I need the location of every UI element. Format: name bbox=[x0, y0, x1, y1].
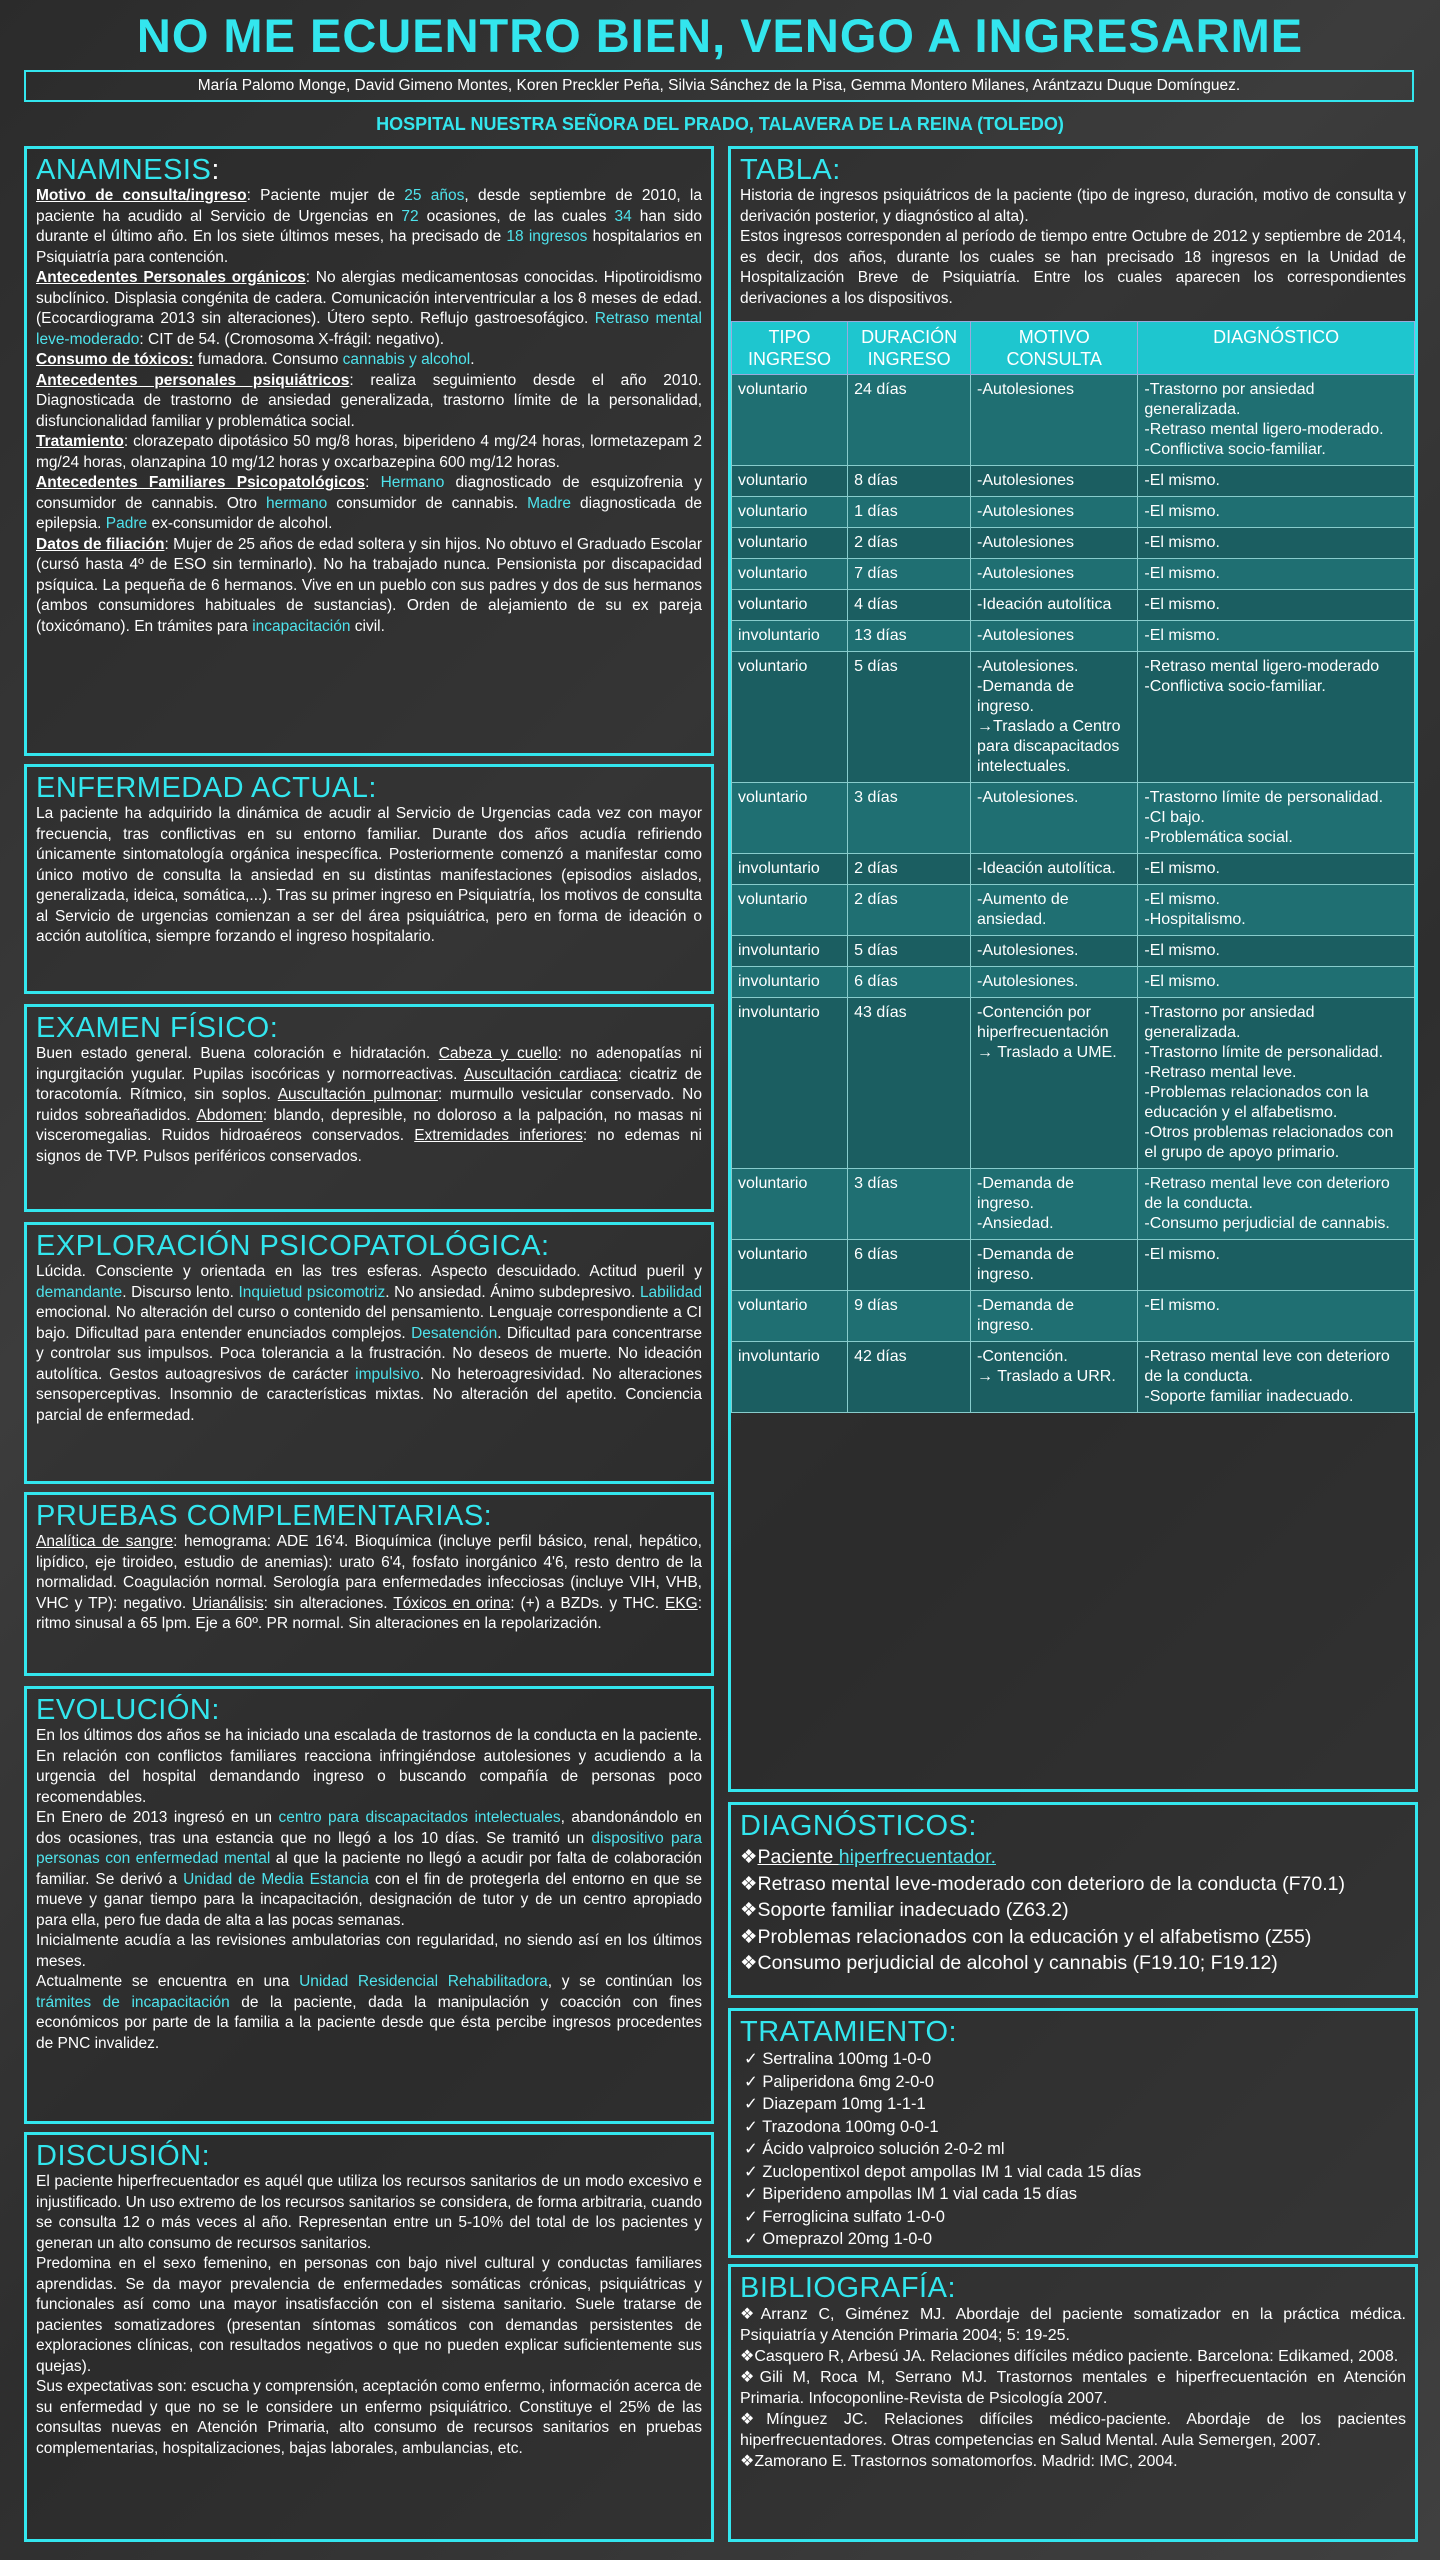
anamnesis-section bbox=[24, 146, 714, 756]
table-cell: -Autolesiones bbox=[971, 621, 1138, 652]
discusion-section bbox=[24, 2132, 714, 2542]
table-cell: 5 días bbox=[848, 652, 971, 783]
examen-fisico-section bbox=[24, 1004, 714, 1212]
list-item: ❖ Problemas relacionados con la educación y el alfabetismo (Z55) bbox=[740, 1924, 1406, 1951]
table-cell: involuntario bbox=[732, 1342, 848, 1413]
list-item: ✓ Ferroglicina sulfato 1-0-0 bbox=[744, 2206, 1406, 2229]
table-cell: involuntario bbox=[732, 998, 848, 1169]
list-item: ✓ Biperideno ampollas IM 1 vial cada 15 días bbox=[744, 2183, 1406, 2206]
diagnosticos-heading: DIAGNÓSTICOS: bbox=[740, 1810, 977, 1842]
table-row bbox=[732, 1240, 1415, 1291]
list-item: ❖ Paciente hiperfrecuentador. bbox=[740, 1844, 1406, 1871]
list-item: ✓ Trazodona 100mg 0-0-1 bbox=[744, 2116, 1406, 2139]
table-cell: -Autolesiones. bbox=[971, 783, 1138, 854]
table-row bbox=[732, 783, 1415, 854]
table-cell: -Retraso mental leve con deterioro de la conducta. -Soporte familiar inadecuado. bbox=[1138, 1342, 1415, 1413]
evolucion-p2: En Enero de 2013 ingresó en un centro para discapacitados intelectuales, abandonándolo en dos ocasiones, tras una estancia que no llegó a los 10 días. Se tramitó un dispositivo para personas con enfermedad mental al que la paciente no llegó a acudir por falta de colaboración familiar. Se derivó a Unidad de Media Estancia con el fin de protegerla del entorno en que se mueve y ganar tiempo para la incapacitación, designación de tutor y de un centro apropiado para ella, pero fue dada de alta a las pocas semanas. bbox=[36, 1809, 702, 1929]
table-cell: 5 días bbox=[848, 936, 971, 967]
table-header-cell: MOTIVO CONSULTA bbox=[971, 322, 1138, 375]
table-cell: voluntario bbox=[732, 1169, 848, 1240]
table-row bbox=[732, 967, 1415, 998]
tratamiento-section bbox=[728, 2008, 1418, 2258]
table-row bbox=[732, 559, 1415, 590]
pruebas-heading: PRUEBAS COMPLEMENTARIAS: bbox=[36, 1500, 493, 1532]
table-cell: voluntario bbox=[732, 783, 848, 854]
table-cell: 42 días bbox=[848, 1342, 971, 1413]
discusion-p2: Predomina en el sexo femenino, en personas con bajo nivel cultural y conductas familiares aprendidas. Se da mayor prevalencia de enfermedades somáticas crónicas, psiquiátricas y funcionales así como una mayor insatisfacción con el sistema sanitario. Suele tratarse de pacientes somatizadores (presentan síntomas somáticos con demandas persistentes de exploraciones clínicas, con resultados negativos o que no pueden explicar suficientemente sus quejas). bbox=[36, 2255, 702, 2375]
table-cell: 3 días bbox=[848, 1169, 971, 1240]
list-item: ✓ Omeprazol 20mg 1-0-0 bbox=[744, 2228, 1406, 2251]
evolucion-section bbox=[24, 1686, 714, 2124]
table-cell: 4 días bbox=[848, 590, 971, 621]
admissions-table bbox=[731, 321, 1415, 1413]
tabla-intro-1: Historia de ingresos psiquiátricos de la paciente (tipo de ingreso, duración, motivo de consulta y derivación posterior, y diagnóstico al alta). bbox=[740, 187, 1406, 225]
table-cell: 1 días bbox=[848, 497, 971, 528]
table-cell: -Trastorno límite de personalidad. -CI bajo. -Problemática social. bbox=[1138, 783, 1415, 854]
table-cell: -Aumento de ansiedad. bbox=[971, 885, 1138, 936]
table-row bbox=[732, 885, 1415, 936]
table-row bbox=[732, 528, 1415, 559]
tabla-section bbox=[728, 146, 1418, 1792]
tratamiento-heading: TRATAMIENTO: bbox=[740, 2016, 958, 2048]
table-cell: -Ideación autolítica bbox=[971, 590, 1138, 621]
list-item: ❖ Consumo perjudicial de alcohol y cannabis (F19.10; F19.12) bbox=[740, 1950, 1406, 1977]
table-cell: 6 días bbox=[848, 1240, 971, 1291]
table-row bbox=[732, 936, 1415, 967]
diagnosticos-list bbox=[740, 1844, 1406, 1977]
table-cell: -Autolesiones bbox=[971, 466, 1138, 497]
bibliografia-heading: BIBLIOGRAFÍA: bbox=[740, 2272, 956, 2304]
table-cell: involuntario bbox=[732, 936, 848, 967]
pruebas-text: Analítica de sangre: hemograma: ADE 16'4. Bioquímica (incluye perfil básico, renal, hepático, lipídico, eje tiroideo, estudio de anemias): urato 6'4, fosfato inorgánico 4'6, resto dentro de la normalidad. Coagulación normal. Serología para enfermedades infecciosas (incluye VIH, VHB, VHC y TP): negativo. Urianálisis: sin alteraciones. Tóxicos en orina: (+) a BZDs. y THC. EKG: ritmo sinusal a 65 lpm. Eje a 60º. PR normal. Sin alteraciones en la repolarización. bbox=[36, 1533, 702, 1632]
table-row bbox=[732, 1169, 1415, 1240]
table-cell: 43 días bbox=[848, 998, 971, 1169]
list-item: ✓ Paliperidona 6mg 2-0-0 bbox=[744, 2071, 1406, 2094]
table-cell: -El mismo. bbox=[1138, 497, 1415, 528]
table-cell: -Autolesiones bbox=[971, 528, 1138, 559]
table-cell: -El mismo. bbox=[1138, 967, 1415, 998]
table-cell: -El mismo. bbox=[1138, 466, 1415, 497]
table-cell: involuntario bbox=[732, 967, 848, 998]
table-cell: -El mismo. bbox=[1138, 559, 1415, 590]
table-cell: 3 días bbox=[848, 783, 971, 854]
table-row bbox=[732, 998, 1415, 1169]
list-item: ✓ Sertralina 100mg 1-0-0 bbox=[744, 2048, 1406, 2071]
table-cell: -Autolesiones. bbox=[971, 967, 1138, 998]
table-cell: -Retraso mental ligero-moderado -Conflictiva socio-familiar. bbox=[1138, 652, 1415, 783]
table-cell: 13 días bbox=[848, 621, 971, 652]
evolucion-p1: En los últimos dos años se ha iniciado una escalada de trastornos de la conducta en la paciente. En relación con conflictos familiares reacciona infringiéndose autolesiones y acudiendo a la urgencia del hospital demandando ingreso o buscando compañía de personas poco recomendables. bbox=[36, 1727, 702, 1806]
table-cell: -El mismo. bbox=[1138, 590, 1415, 621]
table-row bbox=[732, 1291, 1415, 1342]
enfermedad-text: La paciente ha adquirido la dinámica de acudir al Servicio de Urgencias cada vez con mayor frecuencia, tras conflictivas en su entorno familiar. Durante dos años acudía refiriendo únicamente sintomatología orgánica inespecífica. Posteriormente comenzó a manifestar como único motivo de consulta la ansiedad en su distintas manifestaciones (episodios aislados, generalizada, ideica, somática,...). Tras su primer ingreso en Psiquiatría, los motivos de consulta al Servicio de urgencias comienzan a ser del área psiquiátrica, pero en forma de ideación o acción autolítica, siempre forzando el ingreso hospitalario. bbox=[36, 805, 702, 945]
tratamiento-list bbox=[740, 2048, 1406, 2251]
table-cell: -El mismo. bbox=[1138, 1291, 1415, 1342]
table-cell: -Autolesiones. bbox=[971, 936, 1138, 967]
table-cell: -Autolesiones. -Demanda de ingreso. →Traslado a Centro para discapacitados intelectuales. bbox=[971, 652, 1138, 783]
table-cell: 24 días bbox=[848, 375, 971, 466]
list-item: ❖ Retraso mental leve-moderado con deterioro de la conducta (F70.1) bbox=[740, 1871, 1406, 1898]
reference-item: ❖ Zamorano E. Trastornos somatomorfos. Madrid: IMC, 2004. bbox=[740, 2451, 1406, 2472]
exploracion-heading: EXPLORACIÓN PSICOPATOLÓGICA: bbox=[36, 1230, 550, 1262]
table-cell: -Ideación autolítica. bbox=[971, 854, 1138, 885]
table-row bbox=[732, 1342, 1415, 1413]
exploracion-psicopatologica-section bbox=[24, 1222, 714, 1484]
examen-heading: EXAMEN FÍSICO: bbox=[36, 1012, 279, 1044]
table-cell: voluntario bbox=[732, 497, 848, 528]
table-cell: voluntario bbox=[732, 375, 848, 466]
table-cell: -El mismo. bbox=[1138, 854, 1415, 885]
tabla-heading: TABLA: bbox=[740, 154, 841, 186]
table-cell: -Retraso mental leve con deterioro de la conducta. -Consumo perjudicial de cannabis. bbox=[1138, 1169, 1415, 1240]
list-item: ❖ Soporte familiar inadecuado (Z63.2) bbox=[740, 1897, 1406, 1924]
table-cell: -Demanda de ingreso. bbox=[971, 1240, 1138, 1291]
table-cell: -Autolesiones bbox=[971, 559, 1138, 590]
enfermedad-heading: ENFERMEDAD ACTUAL: bbox=[36, 772, 377, 804]
evolucion-p3: Inicialmente acudía a las revisiones ambulatorias con regularidad, no siendo así en los últimos meses. bbox=[36, 1932, 702, 1970]
bibliografia-section bbox=[728, 2264, 1418, 2542]
table-cell: 9 días bbox=[848, 1291, 971, 1342]
table-cell: -Demanda de ingreso. -Ansiedad. bbox=[971, 1169, 1138, 1240]
table-cell: voluntario bbox=[732, 559, 848, 590]
reference-item: ❖ Casquero R, Arbesú JA. Relaciones difíciles médico paciente. Barcelona: Edikamed, 2008. bbox=[740, 2346, 1406, 2367]
table-cell: -Autolesiones bbox=[971, 375, 1138, 466]
table-row bbox=[732, 466, 1415, 497]
discusion-heading: DISCUSIÓN: bbox=[36, 2140, 211, 2172]
table-row bbox=[732, 497, 1415, 528]
table-cell: -Trastorno por ansiedad generalizada. -Retraso mental ligero-moderado. -Conflictiva socio-familiar. bbox=[1138, 375, 1415, 466]
table-cell: involuntario bbox=[732, 621, 848, 652]
table-row bbox=[732, 854, 1415, 885]
table-cell: -El mismo. bbox=[1138, 621, 1415, 652]
poster-title: NO ME ECUENTRO BIEN, VENGO A INGRESARME bbox=[136, 9, 1304, 62]
hospital-name: HOSPITAL NUESTRA SEÑORA DEL PRADO, TALAVERA DE LA REINA (TOLEDO) bbox=[376, 114, 1064, 134]
table-row bbox=[732, 590, 1415, 621]
table-cell: -Autolesiones bbox=[971, 497, 1138, 528]
diagnosticos-section bbox=[728, 1802, 1418, 1998]
examen-text: Buen estado general. Buena coloración e hidratación. Cabeza y cuello: no adenopatías ni ingurgitación yugular. Pupilas isocóricas y normorreactivas. Auscultación cardiaca: cicatriz de toracotomía. Rítmico, sin soplos. Auscultación pulmonar: murmullo vesicular conservado. No ruidos sobreañadidos. Abdomen: blando, depresible, no doloroso a la palpación, no masas ni visceromegalias. Ruidos hidroaéreos conservados. Extremidades inferiores: no edemas ni signos de TVP. Pulsos periféricos conservados. bbox=[36, 1045, 703, 1165]
table-header-row bbox=[732, 322, 1415, 375]
table-header-cell: DIAGNÓSTICO bbox=[1138, 322, 1415, 375]
tabla-intro-2: Estos ingresos corresponden al período de tiempo entre Octubre de 2012 y septiembre de 2014, es decir, dos años, durante los cuales se han precisado 18 ingresos en la Unidad de Hospitalización Breve de Psiquiatría. Entre los cuales aparecen los correspondientes derivaciones a los dispositivos. bbox=[740, 228, 1406, 307]
table-row bbox=[732, 652, 1415, 783]
table-cell: -Contención. → Traslado a URR. bbox=[971, 1342, 1138, 1413]
enfermedad-actual-section bbox=[24, 764, 714, 994]
table-cell: voluntario bbox=[732, 466, 848, 497]
authors-bar: María Palomo Monge, David Gimeno Montes, Koren Preckler Peña, Silvia Sánchez de la Pisa, Gemma Montero Milanes, Arántzazu Duque Domínguez. bbox=[24, 70, 1414, 102]
table-cell: voluntario bbox=[732, 528, 848, 559]
table-cell: -El mismo. bbox=[1138, 936, 1415, 967]
list-item: ✓ Zuclopentixol depot ampollas IM 1 vial cada 15 días bbox=[744, 2161, 1406, 2184]
table-row bbox=[732, 621, 1415, 652]
reference-item: ❖ Gili M, Roca M, Serrano MJ. Trastornos mentales e hiperfrecuentación en Atención Primaria. Infocoponline-Revista de Psicología 2007. bbox=[740, 2367, 1406, 2409]
table-cell: -El mismo. -Hospitalismo. bbox=[1138, 885, 1415, 936]
list-item: ✓ Ácido valproico solución 2-0-2 ml bbox=[744, 2138, 1406, 2161]
table-cell: 2 días bbox=[848, 854, 971, 885]
table-cell: -El mismo. bbox=[1138, 528, 1415, 559]
table-cell: voluntario bbox=[732, 590, 848, 621]
table-cell: 2 días bbox=[848, 885, 971, 936]
discusion-p3: Sus expectativas son: escucha y comprensión, aceptación como enfermo, información acerca de su enfermedad y que no se le considere un enfermo psiquiátrico. Constituye el 25% de las consultas nuevas en Atención Primaria, alto consumo de recursos sanitarios en pruebas complementarias, hospitalizaciones, bajas laborales, ambulancias, etc. bbox=[36, 2378, 702, 2457]
table-row bbox=[732, 375, 1415, 466]
table-cell: voluntario bbox=[732, 885, 848, 936]
exploracion-text: Lúcida. Consciente y orientada en las tres esferas. Aspecto descuidado. Actitud pueril y demandante. Discurso lento. Inquietud psicomotriz. No ansiedad. Ánimo subdepresivo. Labilidad emocional. No alteración del curso o contenido del pensamiento. Lenguaje correspondiente a CI bajo. Dificultad para entender enunciados complejos. Desatención. Dificultad para concentrarse y controlar sus impulsos. Poca tolerancia a la frustración. No deseos de muerte. No ideación autolítica. Gestos autoagresivos de carácter impulsivo. No heteroagresividad. No alteraciones sensoperceptivas. Insomnio de características mixtas. No alteración del apetito. Conciencia parcial de enfermedad. bbox=[36, 1263, 703, 1424]
evolucion-p4: Actualmente se encuentra en una Unidad Residencial Rehabilitadora, y se continúan los trámites de incapacitación de la paciente, dada la manipulación y coacción con fines económicos por parte de la familia a la paciente desde que ésta percibe ingresos procedentes de PNC invalidez. bbox=[36, 1973, 702, 2052]
anamnesis-heading: ANAMNESIS: bbox=[36, 154, 220, 186]
evolucion-heading: EVOLUCIÓN: bbox=[36, 1694, 220, 1726]
discusion-p1: El paciente hiperfrecuentador es aquél que utiliza los recursos sanitarios de un modo excesivo e injustificado. Un uso extremo de los recursos sanitarios se considera, de forma arbitraria, cuando se consulta 12 o más veces al año. Representan entre un 5-10% del total de los pacientes y generan un alto consumo de recursos sanitarios. bbox=[36, 2173, 702, 2252]
table-cell: voluntario bbox=[732, 1240, 848, 1291]
table-cell: 7 días bbox=[848, 559, 971, 590]
table-header-cell: TIPO INGRESO bbox=[732, 322, 848, 375]
table-body bbox=[732, 375, 1415, 1413]
pruebas-complementarias-section bbox=[24, 1492, 714, 1676]
table-cell: 8 días bbox=[848, 466, 971, 497]
anamnesis-text: Motivo de consulta/ingreso: Paciente mujer de 25 años, desde septiembre de 2010, la paciente ha acudido al Servicio de Urgencias en 72 ocasiones, de las cuales 34 han sido durante el último año. En los siete últimos meses, ha precisado de 18 ingresos hospitalarios en Psiquiatría para contención. Antecedentes Personales orgánicos: No alergias medicamentosas conocidas. Hipotiroidismo subclínico. Displasia congénita de cadera. Comunicación interventricular a los 8 meses de edad. (Ecocardiograma 2013 sin alteraciones). Útero septo. Reflujo gastroesofágico. Retraso mental leve-moderado: CIT de 54. (Cromosoma X-frágil: negativo). Consumo de tóxicos: fumadora. Consumo cannabis y alcohol. Antecedentes personales psiquiátricos: realiza seguimiento desde el año 2010. Diagnosticada de trastorno de ansiedad generalizada, trastorno límite de la personalidad, disfuncionalidad familiar y problemática social. Tratamiento: clorazepato dipotásico 50 mg/8 horas, biperideno 4 mg/24 horas, lormetazepam 2 mg/24 horas, olanzapina 10 mg/12 horas y oxcarbazepina 600 mg/12 horas. Antecedentes Familiares Psicopatológicos: Hermano diagnosticado de esquizofrenia y consumidor de cannabis. Otro hermano consumidor de cannabis. Madre diagnosticada de epilepsia. Padre ex-consumidor de alcohol. Datos de filiación: Mujer de 25 años de edad soltera y sin hijos. No obtuvo el Graduado Escolar (cursó hasta 4º de ESO sin terminarlo). No ha trabajado nunca. Pensionista por discapacidad psíquica. La pequeña de 6 hermanos. Vive en un pueblo con sus padres y dos de sus hermanos (ambos consumidores habituales de sustancias). Orden de alejamiento de su ex pareja (toxicómano). En trámites para incapacitación civil. bbox=[36, 187, 703, 635]
table-cell: voluntario bbox=[732, 1291, 848, 1342]
table-cell: -Demanda de ingreso. bbox=[971, 1291, 1138, 1342]
table-cell: -El mismo. bbox=[1138, 1240, 1415, 1291]
list-item: ✓ Diazepam 10mg 1-1-1 bbox=[744, 2093, 1406, 2116]
table-cell: -Contención por hiperfrecuentación → Traslado a UME. bbox=[971, 998, 1138, 1169]
table-cell: 2 días bbox=[848, 528, 971, 559]
table-cell: voluntario bbox=[732, 652, 848, 783]
table-header-cell: DURACIÓN INGRESO bbox=[848, 322, 971, 375]
table-cell: -Trastorno por ansiedad generalizada. -Trastorno límite de personalidad. -Retraso mental leve. -Problemas relacionados con la educación y el alfabetismo. -Otros problemas relacionados con el grupo de apoyo primario. bbox=[1138, 998, 1415, 1169]
reference-item: ❖ Mínguez JC. Relaciones difíciles médico-paciente. Abordaje de los pacientes hiperfrecuentadores. Otras competencias en Salud Mental. Aula Semergen, 2007. bbox=[740, 2409, 1406, 2451]
reference-item: ❖ Arranz C, Giménez MJ. Abordaje del paciente somatizador en la práctica médica. Psiquiatría y Atención Primaria 2004; 5: 19-25. bbox=[740, 2304, 1406, 2346]
table-cell: involuntario bbox=[732, 854, 848, 885]
table-cell: 6 días bbox=[848, 967, 971, 998]
